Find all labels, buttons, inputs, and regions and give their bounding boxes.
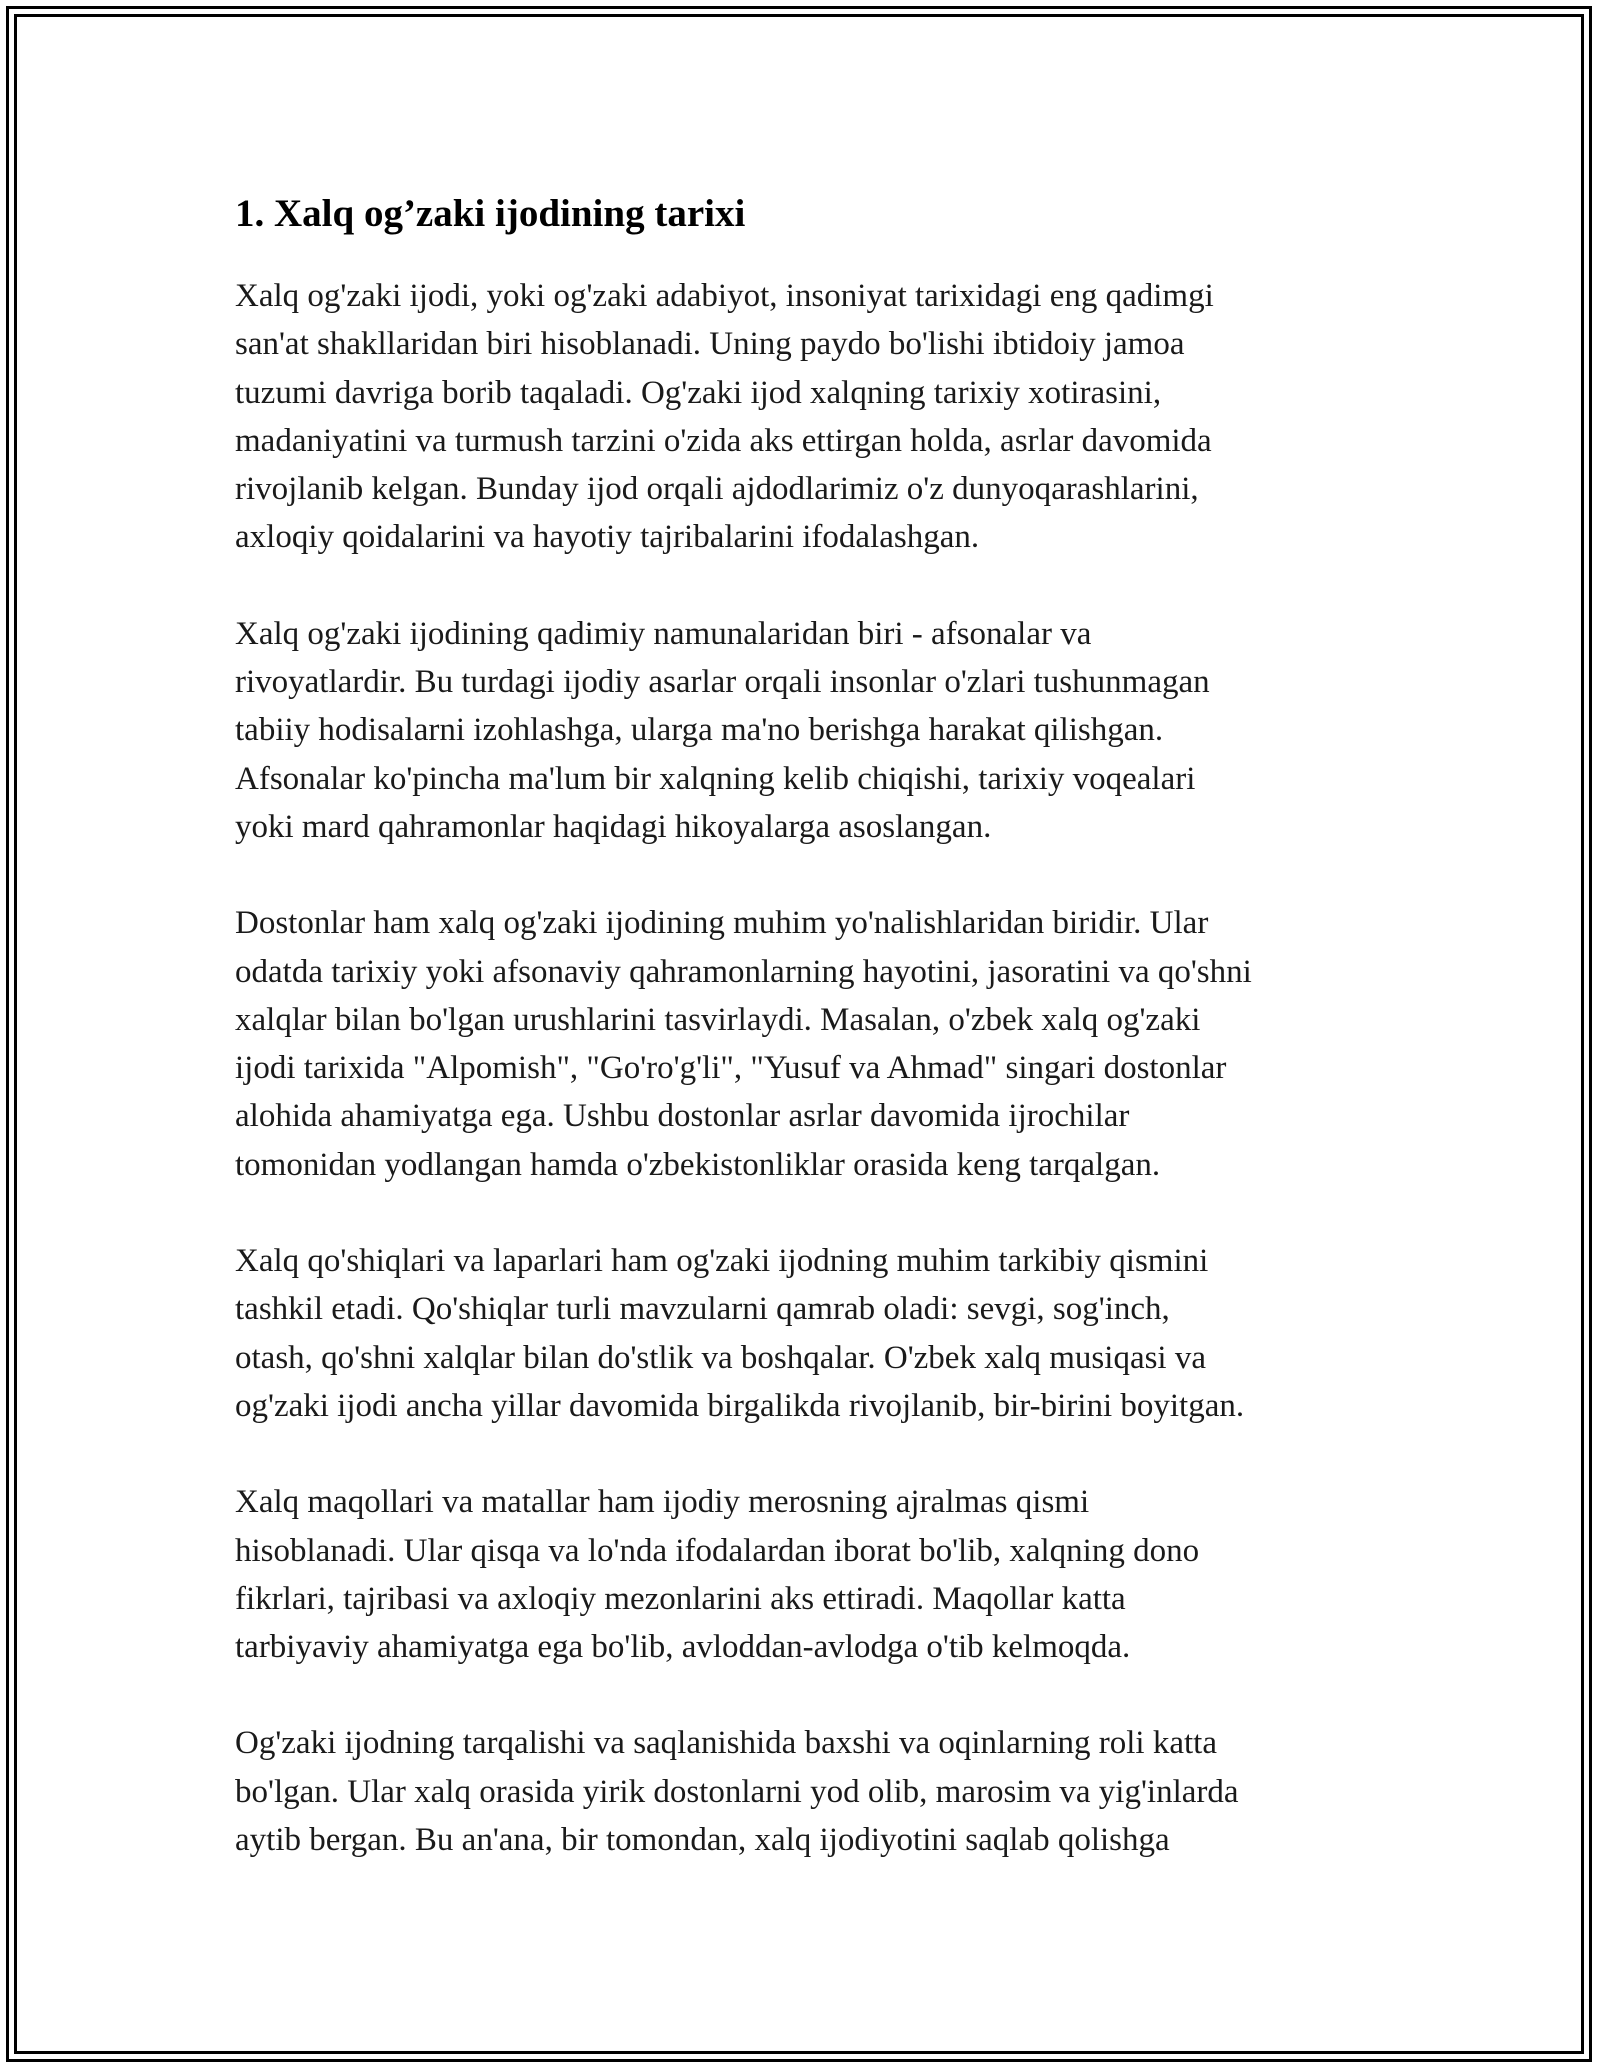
paragraph-epics: Dostonlar ham xalq og'zaki ijodining muhim yo'nalishlaridan biridir. Ular odatda tarixiy yoki afsonaviy qahramonlarning hayotini, jasoratini va qo'shni xalqlar bilan bo'lgan urushlarini tasvirlaydi. Masalan, o'zbek xalq og'zaki ijodi tarixida "Alpomish", "Go'ro'g'li", "Yusuf va Ahmad" singari dostonlar alohida ahamiyatga ega. Ushbu dostonlar asrlar davomida ijrochilar tomonidan yodlangan hamda o'zbekistonliklar orasida keng tarqalgan. xyxy=(235,905,1252,1183)
paragraph-legends: Xalq og'zaki ijodining qadimiy namunalaridan biri - afsonalar va rivoyatlardir. Bu turdagi ijodiy asarlar orqali insonlar o'zlari tushunmagan tabiiy hodisalarni izohlashga, ularga ma'no berishga harakat qilishgan. Afsonalar ko'pincha ma'lum bir xalqning kelib chiqishi, tarixiy voqealari yoki mard qahramonlar haqidagi hikoyalarga asoslangan. xyxy=(235,615,1210,845)
paragraph-proverbs: Xalq maqollari va matallar ham ijodiy merosning ajralmas qismi hisoblanadi. Ular qisqa va lo'nda ifodalardan iborat bo'lib, xalqning dono fikrlari, tajribasi va axloqiy mezonlarini aks ettiradi. Maqollar katta tarbiyaviy ahamiyatga ega bo'lib, avloddan-avlodga o'tib kelmoqda. xyxy=(235,1484,1200,1666)
paragraph-origins: Xalq og'zaki ijodi, yoki og'zaki adabiyot, insoniyat tarixidagi eng qadimgi san'at shakllaridan biri hisoblanadi. Uning paydo bo'lishi ibtidoiy jamoa tuzumi davriga borib taqaladi. Og'zaki ijod xalqning tarixiy xotirasini, madaniyatini va turmush tarzini o'zida aks ettirgan holda, asrlar davomida rivojlanib kelgan. Bunday ijod orqali ajdodlarimiz o'z dunyoqarashlarini, axloqiy qoidalarini va hayotiy tajribalarini ifodalashgan. xyxy=(235,278,1214,556)
paragraph-songs: Xalq qo'shiqlari va laparlari ham og'zaki ijodning muhim tarkibiy qismini tashkil etadi. Qo'shiqlar turli mavzularni qamrab oladi: sevgi, sog'inch, otash, qo'shni xalqlar bilan do'stlik va boshqalar. O'zbek xalq musiqasi va og'zaki ijodi ancha yillar davomida birgalikda rivojlanib, bir-birini boyitgan. xyxy=(235,1243,1245,1424)
paragraph-bakhshi: Og'zaki ijodning tarqalishi va saqlanishida baxshi va oqinlarning roli katta bo'lgan. Ular xalq orasida yirik dostonlarni yod olib, marosim va yig'inlarda aytib bergan. Bu an'ana, bir tomondan, xalq ijodiyotini saqlab qolishga xyxy=(235,1725,1239,1859)
section-heading: 1. Xalq og’zaki ijodining tarixi xyxy=(235,192,746,235)
document-body xyxy=(235,188,1375,1912)
